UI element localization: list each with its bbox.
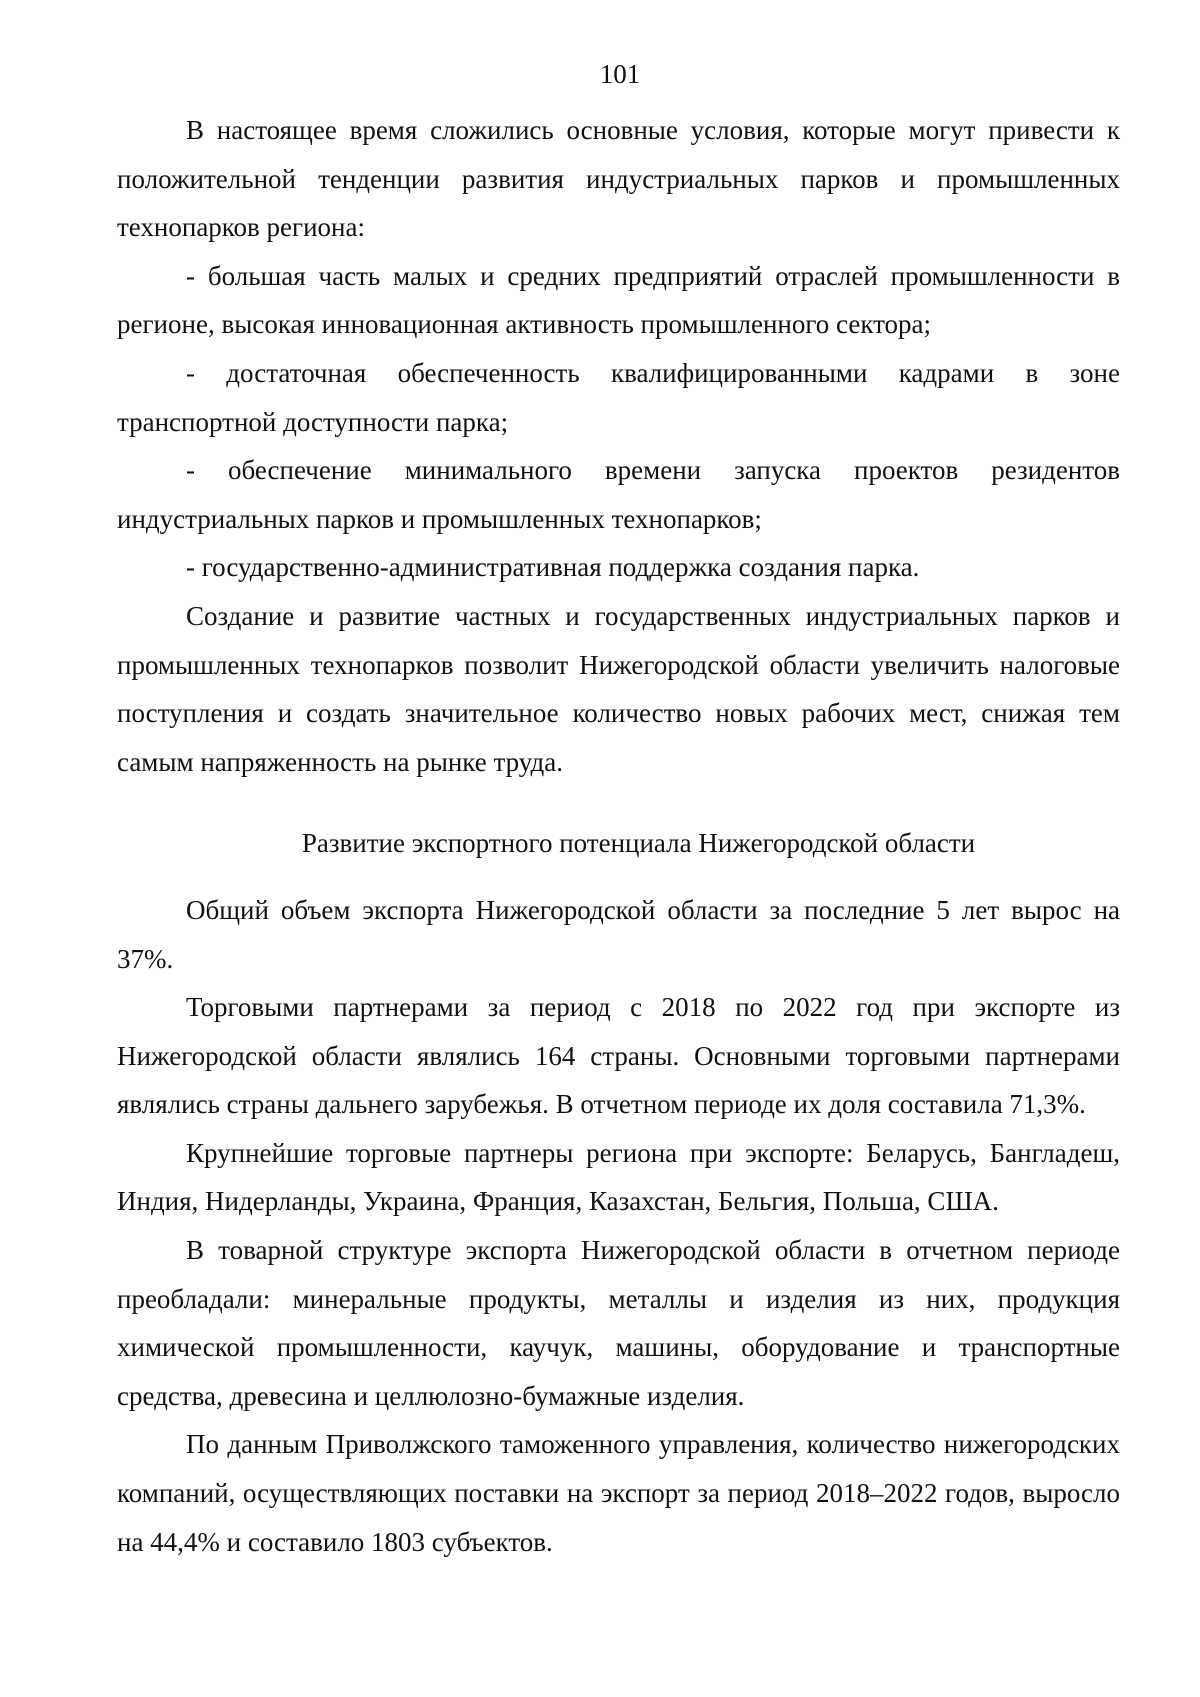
page-number: 101 xyxy=(599,59,641,89)
paragraph-conditions-intro: В настоящее время сложились основные условия, которые могут привести к положительной тенденции развития индустриальных парков и промышленных технопарков региона: xyxy=(117,115,1120,243)
paragraph-customs-data: По данным Приволжского таможенного управления, количество нижегородских компаний, осуществляющих поставки на экспорт за период 2018–2022 годов, выросло на 44,4% и составило 1803 субъектов. xyxy=(117,1429,1120,1557)
paragraph-parks-benefits: Создание и развитие частных и государственных индустриальных парков и промышленных технопарков позволит Нижегородской области увеличить налоговые поступления и создать значительное количество новых рабочих мест, снижая тем самым напряженность на рынке труда. xyxy=(117,600,1120,777)
paragraph-condition-launch-time: - обеспечение минимального времени запуска проектов резидентов индустриальных парков и промышленных технопарков; xyxy=(117,455,1120,534)
body-text xyxy=(117,106,1120,1566)
paragraph-largest-partners: Крупнейшие торговые партнеры региона при экспорте: Беларусь, Бангладеш, Индия, Нидерланды, Украина, Франция, Казахстан, Бельгия, Польша, США. xyxy=(117,1137,1120,1217)
paragraph-condition-support: - государственно-административная поддержка создания парка. xyxy=(186,552,920,583)
paragraph-trade-partners: Торговыми партнерами за период с 2018 по 2022 год при экспорте из Нижегородской области являлись 164 страны. Основными торговыми партнерами являлись страны дальнего зарубежья. В отчетном периоде их доля составила 71,3%. xyxy=(117,992,1120,1120)
paragraph-condition-enterprises: - большая часть малых и средних предприятий отраслей промышленности в регионе, высокая инновационная активность промышленного сектора; xyxy=(117,260,1120,340)
paragraph-condition-staff: - достаточная обеспеченность квалифицированными кадрами в зоне транспортной доступности парка; xyxy=(117,357,1120,437)
paragraph-export-growth: Общий объем экспорта Нижегородской области за последние 5 лет вырос на 37%. xyxy=(117,894,1120,974)
paragraph-commodity-structure: В товарной структуре экспорта Нижегородской области в отчетном периоде преобладали: минеральные продукты, металлы и изделия из них, продукция химической промышленности, каучук, машины, оборудование и транспортные средства, древесина и целлюлозно-бумажные изделия. xyxy=(117,1235,1120,1411)
section-heading: Развитие экспортного потенциала Нижегородской области xyxy=(301,828,976,859)
